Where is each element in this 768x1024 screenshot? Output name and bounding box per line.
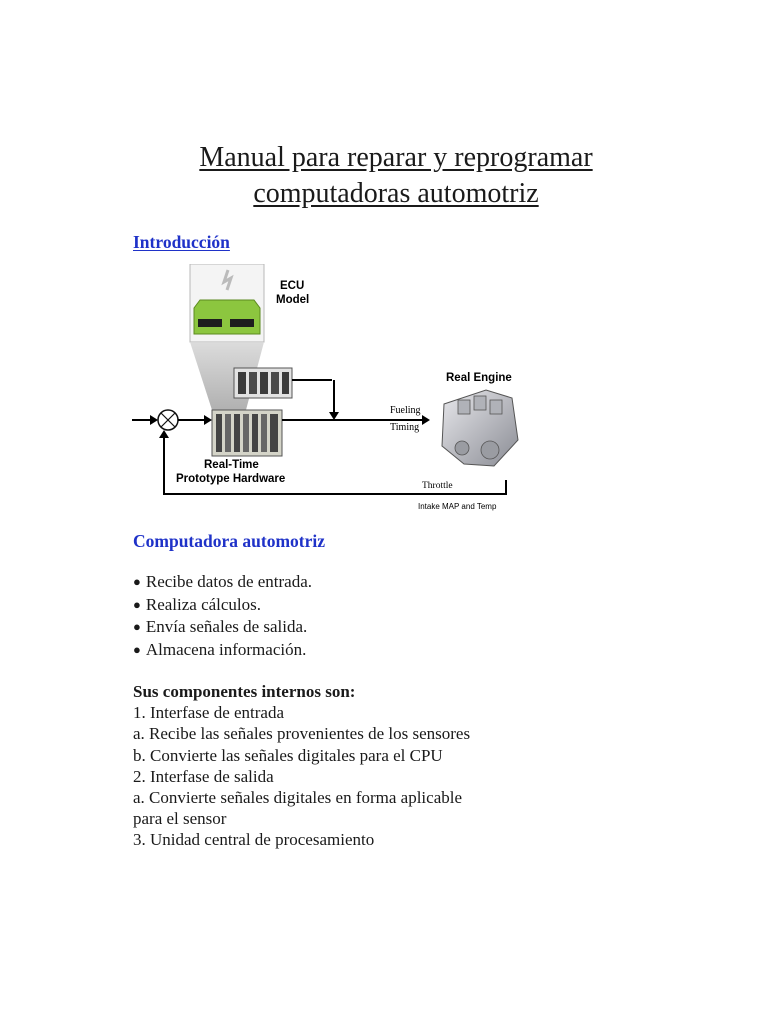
arrowheads — [150, 412, 430, 438]
title-line-1: Manual para reparar y reprogramar — [199, 142, 593, 173]
component-line: 3. Unidad central de procesamiento — [133, 830, 375, 850]
computer-heading: Computadora automotriz — [133, 531, 325, 551]
rt-label-line1: Real-Time — [204, 459, 259, 471]
timing-label: Timing — [390, 422, 420, 433]
components-section — [133, 681, 533, 851]
controller-module-icon — [234, 368, 292, 398]
component-line: 1. Interfase de entrada — [133, 703, 285, 723]
component-line: para el sensor — [133, 809, 227, 829]
component-line: b. Convierte las señales digitales para el CPU — [133, 745, 443, 765]
document-title — [0, 140, 768, 212]
component-line: 2. Interfase de salida — [133, 766, 274, 786]
list-item: ● Recibe datos de entrada. — [133, 571, 312, 594]
rt-label-line2: Prototype Hardware — [176, 473, 286, 485]
function-list — [133, 571, 312, 661]
fueling-label: Fueling — [390, 405, 421, 416]
ecu-label-line1: ECU — [280, 280, 305, 292]
ecu-icon — [194, 300, 260, 334]
engine-icon — [442, 390, 518, 466]
real-engine-label: Real Engine — [446, 372, 512, 384]
summing-junction-icon — [158, 410, 178, 430]
intro-link[interactable]: Introducción — [133, 232, 230, 252]
title-line-2: computadoras automotriz — [253, 178, 539, 209]
list-item: ● Almacena información. — [133, 639, 312, 662]
components-heading: Sus componentes internos son: — [133, 682, 356, 701]
intake-label: Intake MAP and Temp — [418, 502, 497, 511]
component-line: a. Convierte señales digitales en forma aplicable — [133, 788, 463, 808]
component-line: a. Recibe las señales provenientes de los sensores — [133, 724, 471, 744]
rt-hardware-icon — [212, 410, 282, 456]
list-item: ● Realiza cálculos. — [133, 594, 312, 617]
ecu-label-line2: Model — [276, 294, 310, 306]
list-item: ● Envía señales de salida. — [133, 616, 312, 639]
throttle-label: Throttle — [422, 481, 453, 491]
ecu-diagram — [128, 264, 528, 512]
